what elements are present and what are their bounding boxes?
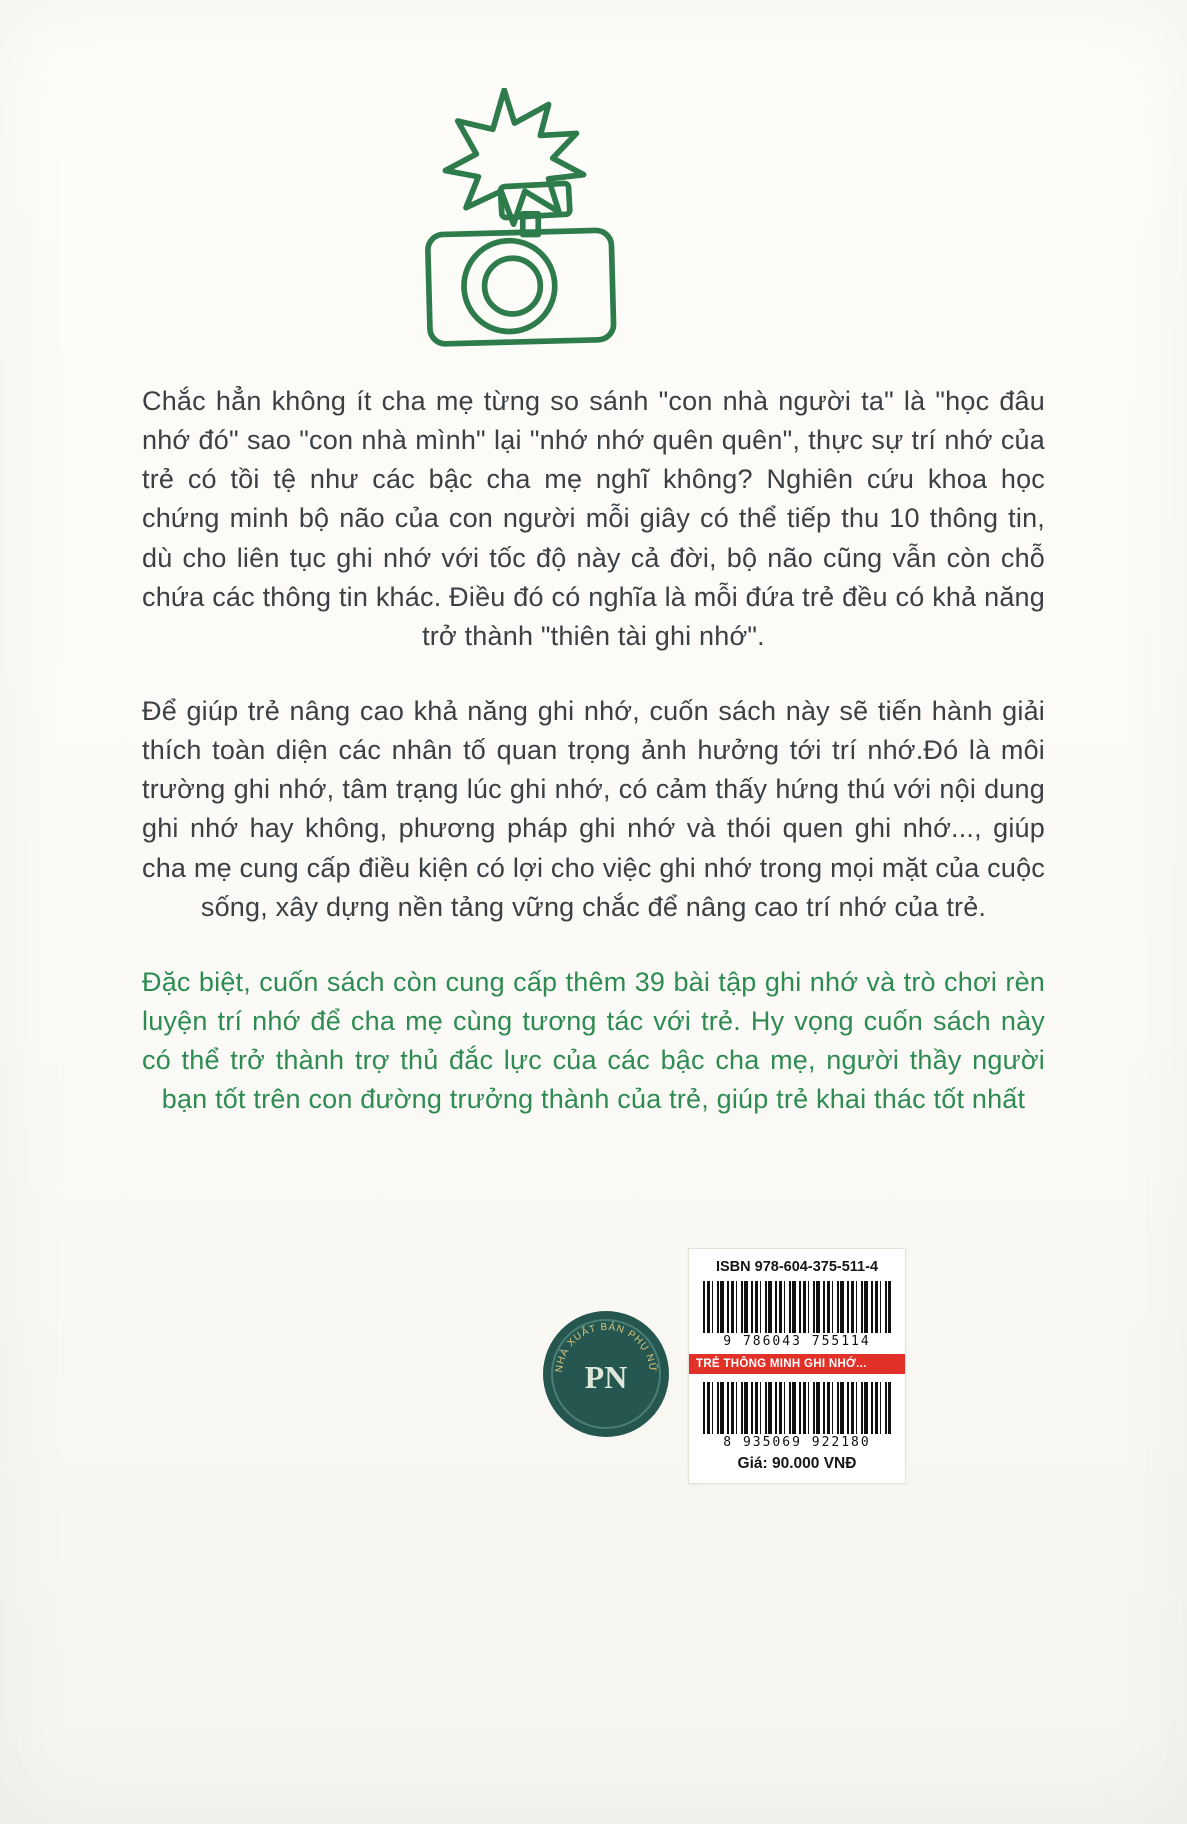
camera-body [427,230,613,344]
price-label: Giá: 90.000 VNĐ [737,1455,857,1472]
camera-icon [405,88,655,348]
lens-inner [485,258,541,314]
publisher-stamp [540,1308,672,1440]
camera-illustration [405,88,655,348]
blurb-paragraph-1: Chắc hẳn không ít cha mẹ từng so sánh "con nhà người ta" là "học đâu nhớ đó" sao "con nhà mình" lại "nhớ nhớ quên quên", thực sự trí nhớ của trẻ có tồi tệ như các bậc cha mẹ nghĩ không? Nghiên cứu khoa học chứng minh bộ não của con người mỗi giây có thể tiếp thu 10 thông tin, dù cho liên tục ghi nhớ với tốc độ này cả đời, bộ não cũng vẫn còn chỗ chứa các thông tin khác. Điều đó có nghĩa là mỗi đứa trẻ đều có khả năng trở thành "thiên tài ghi nhớ". [142,386,1045,651]
blurb-paragraph-3: Đặc biệt, cuốn sách còn cung cấp thêm 39 bài tập ghi nhớ và trò chơi rèn luyện trí nhớ để cha mẹ cùng tương tác với trẻ. Hy vọng cuốn sách này có thể trở thành trợ thủ đắc lực của các bậc cha mẹ, người thầy người bạn tốt trên con đường trưởng thành của trẻ, giúp trẻ khai thác tốt nhất [142,966,1045,1115]
blurb-paragraph-2: Để giúp trẻ nâng cao khả năng ghi nhớ, cuốn sách này sẽ tiến hành giải thích toàn diện các nhân tố quan trọng ảnh hưởng tới trí nhớ.Đó là môi trường ghi nhớ, tâm trạng lúc ghi nhớ, có cảm thấy hứng thú với nội dung ghi nhớ hay không, phương pháp ghi nhớ và thói quen ghi nhớ..., giúp cha mẹ cung cấp điều kiện có lợi cho việc ghi nhớ trong mọi mặt của cuộc sống, xây dựng nền tảng vững chắc để nâng cao trí nhớ của trẻ. [142,695,1045,922]
flash-burst-icon [445,90,583,224]
stamp-initials: PN [584,1359,628,1395]
isbn-number: ISBN 978-604-375-511-4 [715,1259,879,1275]
publisher-stamp-icon [540,1308,672,1440]
blurb-text-block [142,382,1045,1155]
product-barcode [703,1382,891,1434]
isbn-barcode-digits: 9 786043 755114 [723,1334,871,1349]
stamp-arc-text: NHÀ XUẤT BẢN PHỤ NỮ [553,1321,659,1374]
book-title-band: TRẺ THÔNG MINH GHI NHỚ... [689,1354,905,1374]
isbn-barcode [703,1281,891,1333]
isbn-block [688,1248,906,1484]
product-barcode-digits: 8 935069 922180 [723,1435,871,1450]
